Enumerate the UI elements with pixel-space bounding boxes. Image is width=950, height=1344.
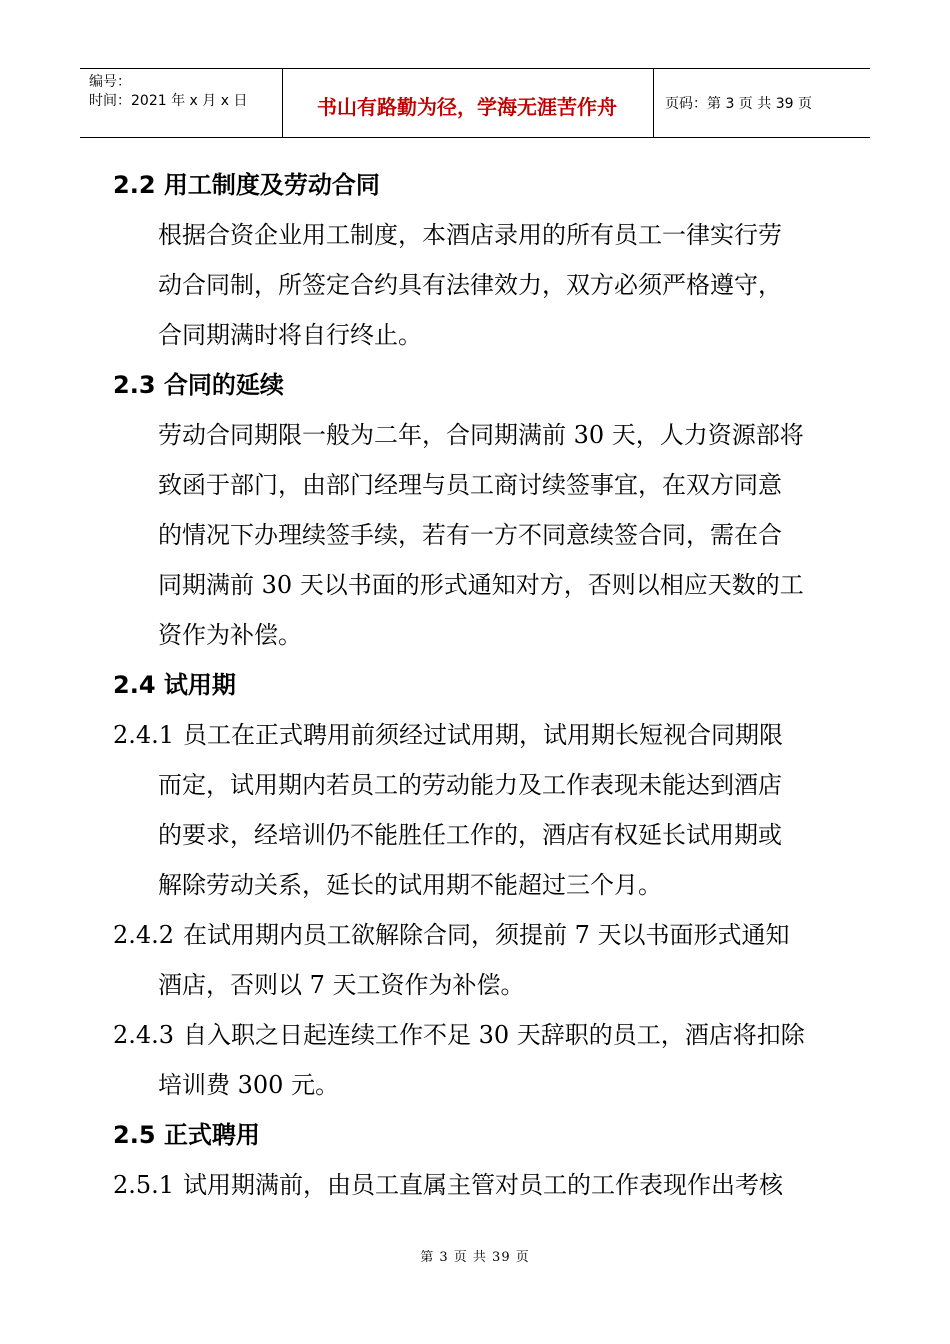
item-line: 酒店，否则以 7 天工资作为补偿。 <box>158 971 525 999</box>
item-line: 培训费 300 元。 <box>158 1071 340 1099</box>
section-heading: 2.3 合同的延续 <box>113 371 284 399</box>
paragraph-line: 劳动合同期限一般为二年，合同期满前 30 天，人力资源部将 <box>158 421 804 449</box>
section-heading: 2.2 用工制度及劳动合同 <box>113 171 380 199</box>
section-heading: 2.5 正式聘用 <box>113 1121 260 1149</box>
item-line: 解除劳动关系，延长的试用期不能超过三个月。 <box>158 871 662 899</box>
paragraph-line: 的情况下办理续签手续，若有一方不同意续签合同，需在合 <box>158 521 782 549</box>
item-number: 2.4.1 <box>113 721 175 749</box>
numbered-item <box>113 1010 838 1099</box>
numbered-item <box>113 710 838 899</box>
item-text: 自入职之日起连续工作不足 30 天辞职的员工，酒店将扣除 <box>183 1021 805 1049</box>
item-line: 而定，试用期内若员工的劳动能力及工作表现未能达到酒店 <box>158 771 782 799</box>
motto: 书山有路勤为径，学海无涯苦作舟 <box>317 95 617 119</box>
header-meta <box>89 73 247 111</box>
paragraph-line: 根据合资企业用工制度，本酒店录用的所有员工一律实行劳 <box>158 221 782 249</box>
paragraph-line: 同期满前 30 天以书面的形式通知对方，否则以相应天数的工 <box>158 571 804 599</box>
item-text: 在试用期内员工欲解除合同，须提前 7 天以书面形式通知 <box>183 921 790 949</box>
item-text: 员工在正式聘用前须经过试用期，试用期长短视合同期限 <box>183 721 783 749</box>
item-number: 2.4.2 <box>113 921 175 949</box>
paragraph-line: 合同期满时将自行终止。 <box>158 321 422 349</box>
numbered-item <box>113 1160 838 1210</box>
numbered-item <box>113 910 838 999</box>
section-heading: 2.4 试用期 <box>113 671 236 699</box>
number-label: 编号： <box>89 74 131 90</box>
item-number: 2.4.3 <box>113 1021 175 1049</box>
date-label: 时间：2021 年 x 月 x 日 <box>89 93 248 109</box>
header-divider <box>653 69 654 137</box>
item-number: 2.5.1 <box>113 1171 175 1199</box>
item-line: 的要求，经培训仍不能胜任工作的，酒店有权延长试用期或 <box>158 821 782 849</box>
document-header <box>80 68 870 138</box>
page-info: 页码：第 3 页 共 39 页 <box>665 96 812 112</box>
paragraph-line: 资作为补偿。 <box>158 621 302 649</box>
paragraph-line: 致函于部门，由部门经理与员工商讨续签事宜，在双方同意 <box>158 471 782 499</box>
page-footer: 第 3 页 共 39 页 <box>420 1250 530 1265</box>
item-text: 试用期满前，由员工直属主管对员工的工作表现作出考核 <box>183 1171 783 1199</box>
paragraph-line: 动合同制，所签定合约具有法律效力，双方必须严格遵守， <box>158 271 782 299</box>
